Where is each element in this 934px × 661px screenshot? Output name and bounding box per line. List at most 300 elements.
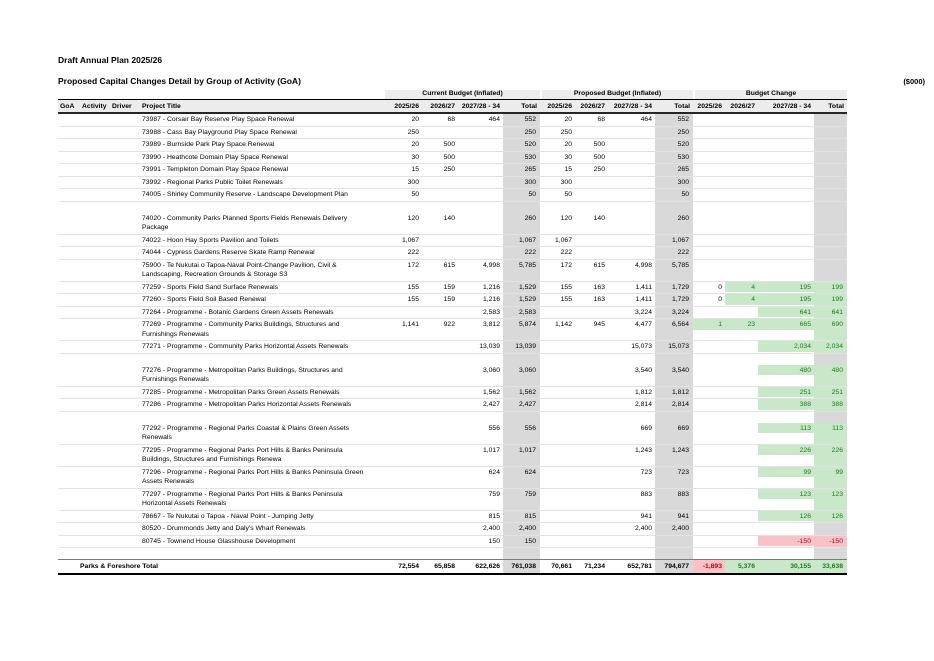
budget-change-cell: 99 (758, 467, 814, 478)
activity-cell (80, 445, 110, 454)
project-title-cell: 77292 - Programme - Regional Parks Coastal & Plains Green Assets Renewals (142, 424, 350, 441)
goa-cell (58, 365, 80, 374)
budget-change-cell (725, 177, 758, 186)
budget-change-cell (693, 177, 725, 186)
proposed-budget-cell: 3,224 (634, 308, 652, 316)
driver-cell (110, 536, 140, 545)
current-budget-cell: 159 (443, 296, 455, 303)
proposed-budget-cell: 50 (564, 191, 572, 198)
proposed-budget-cell (575, 445, 608, 454)
current-budget-cell: 815 (488, 512, 500, 520)
spacer-cell (814, 412, 847, 423)
budget-change-cell (758, 139, 814, 148)
goa-cell (58, 319, 80, 328)
project-title-cell: 74022 - Hoon Hay Sports Pavilion and Toilets (142, 236, 279, 244)
column-group-header-2: Budget Change (693, 90, 847, 99)
table-row (58, 235, 847, 248)
total-proposed-budget-cell: 652,781 (627, 563, 652, 570)
activity-cell (80, 523, 110, 532)
period-header: 2025/26 (394, 102, 419, 110)
total-current-budget-cell: 761,038 (503, 560, 540, 573)
activity-cell (80, 399, 110, 408)
period-header: Total (828, 102, 844, 110)
budget-change-cell (814, 213, 847, 234)
table-row (58, 164, 847, 177)
spacer-cell (540, 548, 575, 557)
units-label: ($000) (903, 77, 925, 86)
spacer-cell (608, 548, 655, 557)
proposed-budget-cell (575, 536, 608, 545)
table-row (58, 399, 847, 412)
column-header: GoA (60, 102, 75, 110)
table-row (58, 536, 847, 549)
goa-cell (58, 445, 80, 454)
spacer-cell (575, 202, 608, 211)
driver-cell (110, 127, 140, 136)
current-budget-cell (383, 511, 422, 520)
current-budget-cell (383, 365, 422, 374)
current-budget-cell (383, 536, 422, 545)
proposed-budget-cell: 1,067 (655, 235, 693, 247)
proposed-budget-cell: 300 (655, 177, 693, 189)
proposed-budget-cell (540, 399, 575, 408)
activity-cell (80, 511, 110, 520)
current-budget-cell (422, 177, 458, 186)
spacer-cell (814, 202, 847, 213)
budget-change-cell: 480 (758, 365, 814, 376)
budget-change-cell (725, 341, 758, 350)
current-budget-cell: 520 (503, 139, 540, 151)
spacer-cell (575, 354, 608, 363)
budget-change-cell (758, 523, 814, 532)
current-budget-cell: 250 (443, 166, 455, 173)
proposed-budget-cell: 1,243 (634, 446, 652, 454)
proposed-budget-cell (575, 399, 608, 408)
proposed-budget-cell (540, 341, 575, 350)
current-budget-cell: 2,583 (503, 307, 540, 319)
period-header: 2026/27 (730, 102, 755, 110)
project-title-cell: 78667 - Te Nukutai o Tapoa - Naval Point - Jumping Jetty (142, 512, 314, 520)
project-title-cell: 73989 - Burnside Park Play Space Renewal (142, 141, 275, 148)
driver-cell (110, 114, 140, 123)
budget-change-cell (814, 260, 847, 281)
spacer-cell (503, 354, 540, 365)
budget-change-cell (758, 235, 814, 244)
current-budget-cell: 1,529 (503, 282, 540, 294)
table-row (58, 282, 847, 295)
current-budget-cell: 150 (488, 537, 500, 545)
spacer-cell (58, 354, 80, 363)
current-budget-cell: 15 (411, 166, 419, 173)
proposed-budget-cell: 163 (593, 296, 605, 303)
budget-change-cell (693, 247, 725, 256)
total-budget-change-cell: 5,376 (725, 560, 758, 573)
current-budget-cell: 4,998 (482, 261, 500, 269)
spacer-cell (540, 412, 575, 421)
spacer-cell (422, 354, 458, 363)
goa-cell (58, 114, 80, 123)
driver-cell (110, 152, 140, 161)
driver-cell (110, 282, 140, 291)
column-header: Project Title (142, 102, 181, 110)
spacer-cell (655, 412, 693, 423)
proposed-budget-cell (608, 213, 655, 222)
spacer-cell (110, 354, 140, 363)
spacer-cell (58, 412, 80, 421)
budget-change-cell (693, 489, 725, 498)
spacer-cell (693, 354, 725, 363)
proposed-budget-cell: 669 (640, 424, 652, 432)
project-title-cell: 77260 - Sports Field Soil Based Renewal (142, 296, 266, 303)
proposed-budget-cell: 5,785 (655, 260, 693, 281)
budget-change-cell (758, 177, 814, 186)
proposed-budget-cell: 941 (655, 511, 693, 523)
proposed-budget-cell (575, 235, 608, 244)
budget-change-cell: 251 (758, 387, 814, 398)
spacer-cell (503, 548, 540, 559)
proposed-budget-cell: 552 (655, 114, 693, 126)
budget-change-cell: 4 (725, 294, 758, 305)
proposed-budget-cell: 68 (597, 116, 605, 123)
spacer-cell (540, 202, 575, 211)
activity-cell (80, 247, 110, 256)
current-budget-cell (458, 152, 503, 161)
current-budget-cell (422, 387, 458, 396)
budget-change-cell (725, 467, 758, 476)
current-budget-cell (422, 307, 458, 316)
proposed-budget-cell: 250 (593, 166, 605, 173)
proposed-budget-cell (540, 489, 575, 498)
current-budget-cell: 530 (503, 152, 540, 164)
activity-cell (80, 114, 110, 123)
current-budget-cell: 172 (407, 261, 419, 269)
current-budget-cell (383, 307, 422, 316)
period-header: 2026/27 (580, 102, 605, 110)
proposed-budget-cell: 15,073 (631, 343, 652, 350)
proposed-budget-cell: 300 (560, 178, 572, 186)
goa-cell (58, 399, 80, 408)
proposed-budget-cell: 1,411 (635, 296, 652, 303)
budget-change-cell: 641 (814, 307, 847, 319)
proposed-budget-cell (608, 127, 655, 136)
proposed-budget-cell: 222 (560, 249, 572, 256)
spacer-cell (458, 354, 503, 363)
column-header: Activity (82, 102, 107, 110)
current-budget-cell: 624 (503, 467, 540, 488)
proposed-budget-cell: 3,540 (634, 366, 652, 374)
goa-cell (58, 511, 80, 520)
budget-change-cell (693, 365, 725, 374)
spacer-cell (383, 354, 422, 363)
proposed-budget-cell (540, 307, 575, 316)
column-header-row (58, 100, 847, 114)
budget-change-cell (693, 341, 725, 350)
proposed-budget-cell (575, 189, 608, 198)
proposed-budget-cell: 3,540 (655, 365, 693, 386)
current-budget-cell: 20 (411, 116, 419, 123)
table-row (58, 365, 847, 387)
spacer-cell (725, 354, 758, 363)
total-proposed-budget-cell: 71,234 (584, 563, 605, 570)
budget-change-cell (758, 260, 814, 269)
budget-change-cell (725, 307, 758, 316)
current-budget-cell (422, 467, 458, 476)
group-header-row (58, 90, 847, 100)
goa-cell (58, 489, 80, 498)
budget-change-cell: 199 (814, 282, 847, 294)
column-group-header-1: Proposed Budget (Inflated) (540, 90, 693, 99)
current-budget-cell (383, 489, 422, 498)
activity-cell (80, 152, 110, 161)
current-budget-cell: 155 (407, 296, 419, 303)
project-title-cell: 77264 - Programme - Botanic Gardens Green Assets Renewals (142, 308, 334, 316)
driver-cell (110, 341, 140, 350)
proposed-budget-cell (575, 467, 608, 476)
current-budget-cell (422, 445, 458, 454)
proposed-budget-cell: 20 (564, 141, 572, 148)
goa-cell (58, 341, 80, 350)
proposed-budget-cell (575, 387, 608, 396)
current-budget-cell (458, 127, 503, 136)
budget-change-cell (758, 189, 814, 198)
goa-cell (58, 152, 80, 161)
spacer-cell (383, 548, 422, 557)
proposed-budget-cell: 250 (560, 128, 572, 136)
table-row (58, 152, 847, 165)
budget-change-cell: 123 (814, 489, 847, 510)
spacer-cell (80, 202, 110, 211)
current-budget-cell: 1,017 (482, 446, 500, 454)
budget-change-cell: 126 (758, 511, 814, 522)
spacer-cell (693, 202, 725, 211)
spacer-cell (655, 548, 693, 559)
total-budget-change-cell: 30,155 (758, 560, 814, 573)
spacer-cell (58, 548, 80, 557)
proposed-budget-cell: 2,814 (655, 399, 693, 411)
spacer-cell (58, 202, 80, 211)
spacer-cell (725, 412, 758, 421)
column-group-header-0: Current Budget (Inflated) (383, 90, 540, 99)
table-row (58, 387, 847, 400)
proposed-budget-cell: 615 (593, 261, 605, 269)
proposed-budget-cell: 530 (655, 152, 693, 164)
table-row (58, 177, 847, 190)
driver-cell (110, 189, 140, 198)
current-budget-cell: 1,141 (401, 321, 419, 328)
table-row (58, 341, 847, 354)
current-budget-cell: 1,216 (482, 296, 500, 303)
current-budget-cell (458, 213, 503, 222)
column-header: Driver (112, 102, 132, 110)
current-budget-cell: 556 (503, 423, 540, 444)
current-budget-cell (458, 164, 503, 173)
budget-change-cell (693, 467, 725, 476)
current-budget-cell: 1,017 (503, 445, 540, 466)
group-header-left-spacer (58, 90, 383, 98)
budget-change-cell: 665 (758, 319, 814, 330)
spacer-cell (458, 412, 503, 421)
spacer-cell (693, 412, 725, 421)
budget-change-cell (693, 164, 725, 173)
budget-change-cell: 195 (758, 294, 814, 305)
budget-change-cell (814, 164, 847, 176)
proposed-budget-cell (575, 523, 608, 532)
proposed-budget-cell: 2,400 (655, 523, 693, 535)
current-budget-cell (422, 235, 458, 244)
proposed-budget-cell (608, 189, 655, 198)
current-budget-cell: 2,583 (482, 308, 500, 316)
driver-cell (110, 139, 140, 148)
driver-cell (110, 260, 140, 269)
current-budget-cell: 3,812 (482, 321, 500, 328)
current-budget-cell (422, 365, 458, 374)
proposed-budget-cell: 945 (593, 321, 605, 328)
budget-change-cell (758, 114, 814, 123)
budget-change-cell (758, 127, 814, 136)
activity-cell (80, 260, 110, 269)
driver-cell (110, 523, 140, 532)
driver-cell (110, 445, 140, 454)
goa-cell (58, 177, 80, 186)
budget-change-cell: 0 (718, 283, 722, 291)
proposed-budget-cell (608, 247, 655, 256)
total-label: Parks & Foreshore Total (80, 563, 159, 570)
current-budget-cell: 222 (407, 249, 419, 256)
budget-change-cell: 641 (758, 307, 814, 318)
proposed-budget-cell: 883 (640, 490, 652, 498)
proposed-budget-cell (540, 536, 575, 545)
activity-cell (80, 213, 110, 222)
total-proposed-budget-cell: 794,677 (655, 560, 693, 573)
spacer-cell (110, 412, 140, 421)
current-budget-cell: 624 (488, 468, 500, 476)
budget-change-cell (814, 152, 847, 164)
budget-change-cell (693, 445, 725, 454)
activity-cell (80, 489, 110, 498)
budget-change-cell: 480 (814, 365, 847, 386)
budget-change-cell: 126 (814, 511, 847, 523)
project-title-cell: 75900 - Te Nukutai o Tapoa-Naval Point-Change Pavilion, Civil & Landscaping, Recreation Grounds & Storage S3 (142, 261, 337, 278)
proposed-budget-cell: 140 (593, 214, 605, 222)
budget-change-cell (758, 213, 814, 222)
budget-change-cell (814, 235, 847, 247)
proposed-budget-cell (575, 365, 608, 374)
current-budget-cell: 260 (503, 213, 540, 234)
spacer-cell (608, 412, 655, 421)
current-budget-cell: 2,400 (503, 523, 540, 535)
budget-change-cell (814, 127, 847, 139)
current-budget-cell: 250 (503, 127, 540, 139)
budget-change-cell (814, 523, 847, 535)
budget-change-cell (725, 489, 758, 498)
activity-cell (80, 127, 110, 136)
budget-change-cell (725, 523, 758, 532)
spacer-cell (458, 548, 503, 557)
budget-change-cell: 195 (758, 282, 814, 293)
proposed-budget-cell: 464 (640, 116, 652, 123)
proposed-budget-cell: 1,067 (554, 236, 572, 244)
spacer-cell (140, 202, 383, 211)
proposed-budget-cell: 3,224 (655, 307, 693, 319)
budget-change-cell (725, 114, 758, 123)
project-title-cell: 73987 - Corsair Bay Reserve Play Space Renewal (142, 116, 295, 123)
table-row (58, 247, 847, 260)
spacer-cell (608, 202, 655, 211)
driver-cell (110, 319, 140, 328)
current-budget-cell: 1,067 (503, 235, 540, 247)
period-header: Total (674, 102, 690, 110)
current-budget-cell (383, 399, 422, 408)
project-title-cell: 80745 - Townend House Glasshouse Development (142, 537, 296, 545)
budget-change-cell: 23 (725, 319, 758, 330)
current-budget-cell (422, 523, 458, 532)
budget-change-cell (725, 511, 758, 520)
proposed-budget-cell: 500 (593, 141, 605, 148)
budget-change-cell (725, 247, 758, 256)
current-budget-cell (422, 536, 458, 545)
budget-change-cell: 388 (814, 399, 847, 411)
budget-change-cell (693, 127, 725, 136)
current-budget-cell (458, 235, 503, 244)
spacer-cell (575, 548, 608, 557)
proposed-budget-cell: 1,812 (655, 387, 693, 399)
budget-change-cell (693, 114, 725, 123)
current-budget-cell: 140 (443, 214, 455, 222)
project-title-cell: 73988 - Cass Bay Playground Play Space Renewal (142, 128, 297, 136)
proposed-budget-cell: 723 (655, 467, 693, 488)
activity-cell (80, 235, 110, 244)
current-budget-cell (422, 189, 458, 198)
spacer-row (58, 412, 847, 423)
budget-change-cell (693, 511, 725, 520)
budget-change-cell (725, 423, 758, 432)
driver-cell (110, 213, 140, 222)
table-row (58, 423, 847, 445)
proposed-budget-cell: 1,729 (655, 294, 693, 306)
period-header: 2025/26 (547, 102, 572, 110)
spacer-cell (80, 354, 110, 363)
driver-cell (110, 294, 140, 303)
total-current-budget-cell: 622,626 (475, 563, 500, 570)
current-budget-cell: 552 (503, 114, 540, 126)
current-budget-cell: 300 (407, 178, 419, 186)
proposed-budget-cell (608, 139, 655, 148)
report-subtitle: Proposed Capital Changes Detail by Group of Activity (GoA) (58, 76, 301, 86)
budget-change-cell (725, 399, 758, 408)
period-header: Total (521, 102, 537, 110)
current-budget-cell (422, 423, 458, 432)
budget-change-cell (725, 213, 758, 222)
proposed-budget-cell: 15,073 (655, 341, 693, 353)
driver-cell (110, 423, 140, 432)
table-row (58, 319, 847, 341)
report-title: Draft Annual Plan 2025/26 (58, 55, 163, 65)
current-budget-cell: 30 (411, 153, 419, 161)
proposed-budget-cell: 941 (640, 512, 652, 520)
proposed-budget-cell (608, 235, 655, 244)
budget-change-cell (814, 177, 847, 189)
project-title-cell: 77297 - Programme - Regional Parks Port Hills & Banks Peninsula Horizontal Assets Renewals (142, 490, 343, 507)
spacer-cell (422, 202, 458, 211)
activity-cell (80, 467, 110, 476)
spacer-cell (758, 412, 814, 421)
driver-cell (110, 511, 140, 520)
budget-change-cell: -150 (814, 536, 847, 548)
budget-change-cell (758, 152, 814, 161)
proposed-budget-cell: 155 (560, 283, 572, 291)
current-budget-cell: 464 (488, 116, 500, 123)
activity-cell (80, 177, 110, 186)
